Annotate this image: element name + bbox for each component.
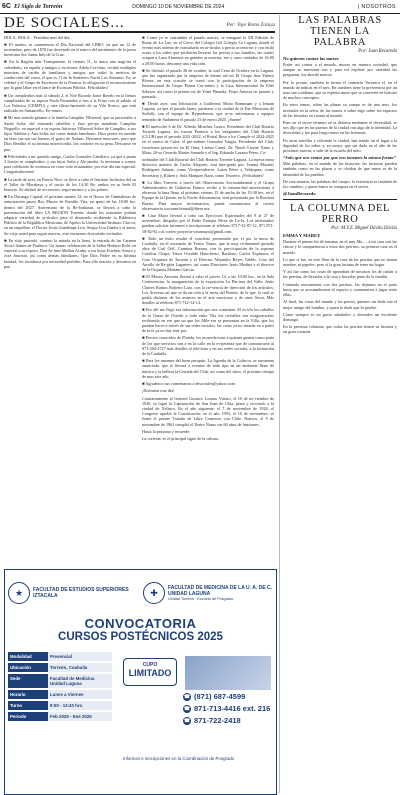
gender-byline: Por: Juan Recaredo	[358, 49, 397, 54]
phone-icon: ☎	[183, 705, 191, 712]
gender-paragraph: En otras estrellas y salvando la ciudad, han tenido un el lugar a la dignidad de los niños y, en mejor, que sin duda en el año de las próximas nuevas, a salir de la escuela del niño.	[283, 137, 397, 154]
social-paragraph: ■ Mi mas sentido pésame a la familia Camplito Villarreal, que su personales a Sarah Sofia, del estimado cabellón y fino pro-pa mandarin Camplito Noguello, en especial a su esposa Adria-na Villarreal Sobre de Camplito, a sus hijos Adelina y Ana Sofía, así como demás familiares. Dios preste en sentido en bien sus-tan sus buenos el gusto de Xedam. Descanse mucrores, pero que Dios Bendito el su infinita misericordia, los conforte en su pena. Descanse en paz.	[4, 115, 136, 152]
ad-detail-key: Modalidad	[8, 652, 48, 661]
phone-number[interactable]	[183, 716, 273, 725]
ad-detail-value: Facultad de Medicina Unidad Laguna	[48, 674, 112, 688]
social-paragraph: ■ Felicidades a mi querido amigo, Carlos Gonzalez Caballero, ya que a punto 3 festejo se cumpleaños, y sus hijos Sofia y Ale-jandro, lo invitaron a comer, para celebrarlo de aventura en cono-cido restaurante, por este día tan especial. Congratulaciones!	[4, 153, 136, 175]
ad-detail-key: Periodo	[8, 712, 48, 721]
opinion-column	[283, 15, 397, 337]
social-byline: Por: Yaye Romo Zozaya	[226, 23, 275, 28]
course-ad[interactable]	[4, 569, 277, 795]
left-school-block	[5, 570, 140, 616]
gender-paragraph: En estos temas, sobre las plazas su cuerpo es de una tesis, los invitados en la selva, de las muxes o sobre algo sobre los espacios de las historias en cuanto al mundo.	[283, 102, 397, 118]
ad-detail-key: Turno	[8, 701, 48, 710]
dog-column-paragraph: Como siempre es un gusto saludarlos y desearles un excelente domingo.	[283, 311, 397, 322]
social-title: DE SOCIALES...	[4, 15, 125, 31]
twitter-handle[interactable]: @JuanRecaredo	[283, 191, 316, 197]
right-school-name: FACULTAD DE MEDICINA DE LA U. A. DE C. UNIDAD LAGUNA	[168, 584, 272, 597]
university-crest-icon: ★	[8, 582, 30, 604]
phone-number[interactable]	[183, 704, 273, 713]
social-paragraph: ¡Disfruten este día!	[142, 388, 175, 394]
issue-date: DOMINGO 10 DE NOVIEMBRE DE 2024	[132, 3, 225, 10]
ad-detail-row	[8, 690, 112, 699]
gender-title: LAS PALABRAS TIENEN LA PALABRA	[298, 15, 382, 48]
ad-subheading: CURSOS POSTÉCNICOS 2025	[58, 631, 223, 643]
social-paragraph: ■ El martes, se conmemora el Día Nacional del LBRO, ya que un 12 de noviembre, pero de 1878 fue decretado en el marco del nacimiento de la poeta mexicana Sor Juana Inés de la Cruz.	[4, 41, 136, 58]
phone-list	[183, 692, 273, 728]
phone-number[interactable]	[183, 692, 273, 701]
dog-column-paragraph: En la próxima columna, que todas las perritas tienen su historia y un gran corazón.	[283, 324, 397, 335]
ad-detail-value: Feb 2025 - Ene 2026	[48, 712, 112, 721]
ad-footer: Informes e inscripciones en la Coordinación de Posgrado	[123, 756, 235, 761]
social-paragraph: ■ Por allí me llegó esa información que nos comentan: El es-tilo los caballos de la Garza de Oviedo y todo entre Vila los ca-ballos son exageraciones recibiendo en ese que un que los Mile-vas se presentan en la Villa, que los puedan hacer a través de sus redes sociales, las cosas ya no estarán en a partir de la fe ya no hay ente por.	[142, 307, 274, 334]
ad-detail-row	[8, 701, 112, 710]
dog-column-paragraph: Durante el primer fin de semana, en el mes Ma... , a mi casa con las chicas y le compartieron a estos dos perritos, su primera casa en el mundo.	[283, 239, 397, 255]
social-paragraph: ■ Para los amantes del buen periquín, La Agenda de la Cultu-ra, se encuentra anunciada, que te llevará a eventos de todo tipo en un ambiente lleno de música y la belleza la Cerrada del Club, así como del show, el próximo tiempo de mas este año.	[142, 358, 274, 379]
masthead: El Siglo de Torreón	[13, 3, 63, 10]
column-rule	[283, 199, 397, 200]
ad-detail-value: Lunes a Viernes	[48, 690, 112, 699]
social-paragraph: Contrariamente al General Gustavo Lozano Vitorio, el 10 de no-viembre de 1920, se logró la Capturación de San Juan de Ulúa, plaza y recorrido a la ciudad de Xelinca. En el año siguiente, el 7 de noviembre de 1924, el Congreso aprobó la Constitución; en el año 1993, el 10 de noviembre, se firmó el primer Tratado de Libre Comercio con Chile. Nuevos, el 9 de noviembre de 1962 cumplió el Teatro Nazas sus 60 años de funciones.	[142, 395, 274, 427]
page-header	[0, 0, 400, 14]
ad-detail-key: Ubicación	[8, 663, 48, 672]
dog-column-paragraph: Lo que sí fue, en este libro de la casa de las perritas que no tienen nombre, ni papeles, pero sí la gran fortuna de tener un hogar.	[283, 256, 397, 268]
social-paragraph: ■ Agradezco sus comentarios a desociales@yahoo.com	[142, 381, 235, 387]
left-school-name: FACULTAD DE ESTUDIOS SUPERIORES IZTACALA	[33, 587, 129, 599]
social-paragraph: ■ En sitio paseado, curnino la mirada en la liena, la entrada de las Carmen Sicció llames de Paulinco. Un lanzas celebración de la Señor Hedario Boló, en especial a su esposo, Don Ar-lano Mallon Acuña, a sus hijos Esteban, Arturo y José Antonio, así como demás familiares. Que Dios Padre en su Infinita bondad, los fortalezca por necesidad perfidos. Para ella oración y descanse en paz.	[4, 237, 136, 269]
ad-heading: CONVOCATORIA	[84, 616, 197, 631]
limited-badge	[123, 658, 177, 686]
social-paragraph: Hasta la próxima y recuerde:	[142, 428, 191, 434]
ad-detail-row	[8, 674, 112, 688]
students-photo	[185, 656, 271, 690]
gender-paragraph: Pues en el tercer término en la defensa mediante el diversidad, se nos dijo que en las puertas de la ciudad con algo de la identidad. La diversidad y fue para luego muxe en las fronteras.	[283, 120, 397, 136]
social-column-2	[142, 35, 274, 444]
phone-text: 871-722-2418	[194, 716, 241, 725]
social-paragraph: ■ En Durango Capital, el próximo martes 12, en el Nexos de Gimbalistas de autorización paseo Rey Museo de Parafilo Vita, en apeto de las 18:00 hrs. dentro del 2027. Aniversario de la Re-badiaran, se llevará a cabo la presentación del libro LA REGIÓN Torreón, donde los asistentes podrán adquirir variedad de ar-tículos para el destacado recibiendo la Biblioteca Pública de la República Mexicana, de Apolio la Universidad Instituto Cha-va, en un empalhar, el Doctor Jesús Guadalupe Lira, Sergio Lira Gimba y el autor, Su viejo usted para seguir nuevos, este encuentro doctoriado invitados.	[4, 194, 136, 236]
social-paragraph: ■ Se disfrutó el pasado 26 de octubre, la cual Cena de Octubre en la Laguna, que fue organizado por la empresa de bienes raí-ces El Grupo Ana Yubero Rivera, en esta ocasión se contó con la participación de la empresa Internacional de Grupo Pierna Cor-tantes y la Casa Internacional Su Elite Sobriza, así como la presen-cia de Yomi Pinanda, Frepe Annexa en pasado y pausada...	[142, 67, 274, 99]
ad-details-table	[8, 652, 112, 723]
gender-tail	[283, 161, 397, 189]
badge-main-label: LIMITADO	[128, 668, 172, 678]
dog-column-paragraph: Y así fue como las cosas de aprendían de nosotros los de cuidar a las perritas, de llevarlas a la casa y hacerlas parte de la familia.	[283, 269, 397, 280]
phone-text: (871) 687-4599	[194, 692, 246, 701]
gender-paragraph: De esta manera, las palabras del cuerpo, la existencia es también de los cambios, y quien busca se compara en el sector.	[283, 178, 397, 190]
phone-icon: ☎	[183, 693, 191, 700]
dog-column-title: LA COLUMNA DEL PERRO	[290, 203, 390, 226]
ad-detail-value: Presencial	[48, 652, 112, 661]
ad-detail-row	[8, 652, 112, 661]
social-paragraph: ■ Casa Mayo llevará a cabo sus Ejercicios Espirituales del 9 al 27 de noviembre, dirigidos por el Padre Enrique Pérez de La-Ia. Los interesados pueden solicitar informes e inscripciones al teléfono 8717-32-87-12, 871 871-18-82-92 o al correo proyecto-casamayo@gmail.com.	[142, 213, 274, 234]
social-paragraph: HOLA, HOLA... Pensilino mas del día.	[4, 34, 71, 40]
section-name: | NOSOTROS	[357, 3, 396, 10]
gender-subtitle: No quieren contar las muxes	[283, 56, 339, 61]
social-column-1	[4, 35, 136, 444]
dog-column-byline: Por: M.V.Z. Miguel Dávila Dávila	[331, 226, 397, 232]
gender-body	[283, 62, 397, 153]
dog-column-body	[283, 239, 397, 334]
badge-top-label: CUPO	[142, 662, 158, 668]
ad-detail-row	[8, 712, 112, 721]
phone-text: 871-713-4416 ext. 216	[194, 704, 271, 713]
ad-detail-row	[8, 663, 112, 672]
page-number: 6C	[2, 3, 11, 10]
ad-detail-key: Horario	[8, 690, 48, 699]
gender-paragraph: Más palabras, en el mundo de las historias: las historias pueden también como en las plazas y se olvidan de que muxe es de la identidad de los pueblos.	[283, 161, 397, 177]
social-paragraph: ■ Precios conocidos de Florida, les recuerda estar a quienes gusten como parte de los que servicios son a en la calle en la es-peranza que de comunicarse al 871-204-2727 más detalles al telé-fono y en sus redes sociales, a la formación de la Coahuila.	[142, 335, 274, 357]
social-paragraph: ■ Todo un éxito resultó el concierto presentado por el por la mesa de Coahuila, en el escenario de Teatro Nazas, que la muy re-domenté gustada obra de Carl Orff, Carmina Burana, con la par-ticipación de la soprano Carolina Chapa; Tenor Osvaldo Hum-berto; Barítono, Carlos Espinoza; el Coro Orquesta de Torreón y el Director Alejandro Reyes Valdés. Coro del Arrollo de Re-gión Lagunero, así como Directores Jesús Medina y el director de la Orquesta Mariano Garcia.	[142, 235, 274, 273]
social-paragraph: ■ Un cumpleaños más al sábado 2, el Noé Ricardo Jonte Ravelo en la fiestas cumplisadas de su esposa Paola Fernandez o tras a la Frase con al saludo al Los Palacios (CEMPU) y este filisto-haciendo de su Vila Nostra, que está radicado en Surtancello. Eo-remos.	[4, 92, 136, 114]
social-paragraph: ordinador del Club Rotarial del Club Rotario Torreón-Laguna. La nueva mesa directiva anterior de Carlos Alegorio, está inte-grada por: Ivanna Morales Rodríguez Salazar, como Vicepresiden-te, Luiza Pérez y Velázquez, como Secretario y, Ruben y. Sola Márquez Naza, como Tesorero. ¡Felicidades!	[142, 156, 274, 178]
right-school-block	[140, 570, 275, 616]
social-paragraph: ■ La libro Torreón, a través del Observatorio Socioambiental y el Grupo Administrativo de Gobierno Futuro, recibe a la comuni-dad universitaria a observar la luna llena, el próximo viernes 15 de ancho de las 19:30 hrs. en el Equipo de la Quinta, en la Noche Astronomica, será presentada por la Biosfera Bueno. Para mayor in-formación, puede comunicarse al correo observatorio.socioam-biental@ibero.mx.	[142, 179, 274, 211]
medicine-crest-icon: ✚	[143, 582, 165, 604]
social-paragraph: ■ En la Región más Transparente, el viernes 11, la única una tragi-ria el calendario, en españa y amigos y escritores Adela Cor-tinto, recibió multiples muestras de cariño de familiares y amigos, por todos lo motivos de conducción del curso, el que es 11 en Ia Sonterros Nachi Los Antonios. Fa, se celebró y el Grupo de Escritores de la Prontsa, lo obligación el reconocimiento por la gran labor en el lance de Escritura Pública. Felicidades!	[4, 59, 136, 91]
column-divider	[279, 15, 280, 793]
gender-paragraph: Poder así contar a el mundo, muxes en nuestra sociedad, que aunque se muestran son y para mí explicar por cantidad las preguntas, los abordó marcas.	[283, 62, 397, 78]
social-paragraph: ■ La tarde de ayer, en Puerto Nice, se llevó a cabo el Instituto Inclusivo del su el Taller de Morabaya y el sucito de los 14:30 Re, ambos en su Sede El Insiorio. Se definió de accesorios, segui-miento y a los pobres.	[4, 176, 136, 192]
social-section	[4, 15, 275, 443]
dog-column-paragraph: Al final, las cosas del mundo y los perros, quienes sin duda son el mejor amigo del hombre, y quien lo dude que lo pruebe.	[283, 299, 397, 310]
ad-detail-value: Torreón, Coahuila	[48, 663, 112, 672]
gender-paragraph: Por lo pronto, también la forma el contrario Verónica el, en el mundo de indicar en el mes. En cumbres tiene la preferencia por un tono tan cotidiano, que su espíritu muxe que se convierte en historia de muchos conceptos.	[283, 79, 397, 101]
ad-detail-key: Sede	[8, 674, 48, 688]
social-paragraph: ■ Como ya se costumbre el pasado martes, se inauguró la XII Edición de Rosar de La Luz, en el Cerco del Colegio Gel Colegio La Laguna, donde el evento más asiento de consulsarlo en ar-tículos a precio accesorios y con estilo acaso a los niños que pu-dieran llevarse las poesía a sus familias, las cuales ocupan a Laza Alamoria en grandes accesorias, ese y otros cuidados de 16:00 a 20:00 horas, descanse una vida ción.	[142, 34, 275, 66]
phone-icon: ☎	[183, 717, 191, 724]
pull-quote: “Solo que nos vemos por que nos tenemos la misma forma”	[283, 155, 396, 161]
ad-detail-value: 8:00 - 13:40 hrs.	[48, 701, 112, 710]
right-school-sub: Unidad Torreón · Escuela de Posgrado	[168, 596, 234, 601]
social-paragraph: ■ El miércoles 6 de Dr. Alfredo Mrnchez Castro, Presidente del Club Rotario Torreón Laguna, los fueron Premios a los integrantes del Club Rotario (CLUB) que el periodo 2021-2022, el Rorial Roso a los Cumple el 2024-2025 en el marco de Cuba, el pre-sidente Gonzalez Vargas, Presidente del Club, estuvieron presen-tes en El Oma, Lizette Cantú, Dr. Ninch Lizette Ximo y Mota, 20-so Gerardo Martin Saratela y el Ing. Eduardo Lozano Pérez, Co-	[142, 123, 274, 155]
social-paragraph: ■ El Museo Arocena llevará a cabo el jueves 14, a las 19:00 hrs., en la Sala Conferencias, la inauguración de la exposición La Pin-tura del Valle: Jesús Chávez Ramos Roberto Lara, con la tré-sencia de dirección de los artículos. Los Arocena así que se da en-ción a la mesa del Puente, de la que, la cual se podrá disfrutar de los avances en el arte mexicano y de otras Sacar. Más detalles al teléfono 871-712-14-14.	[142, 274, 274, 306]
social-paragraph: ■ Desde ayer, una felicitación a Guillermo Mono Rommuan y a Irmain Laguna, ya que el pasado lunes, partieron a la ciudad de la Paz Mexicana de Suffolk, con el equipo de Hypnobreras, que re-se enfrentaron a equipos teniendo de Sudamera el pasado 23 de enero 2025. ¡Suerte!	[142, 100, 274, 122]
dog-column-paragraph: Contando nuevamente con dos perritas, las dejamos en el patio hasta que se acostumbraron al espacio y comenzaron a jugar entre ellas.	[283, 281, 397, 298]
social-paragraph: La cortesía, es el principal signo de la cultura.	[142, 435, 219, 441]
dog-column-subtitle: EMMA Y MAREY	[283, 233, 321, 239]
